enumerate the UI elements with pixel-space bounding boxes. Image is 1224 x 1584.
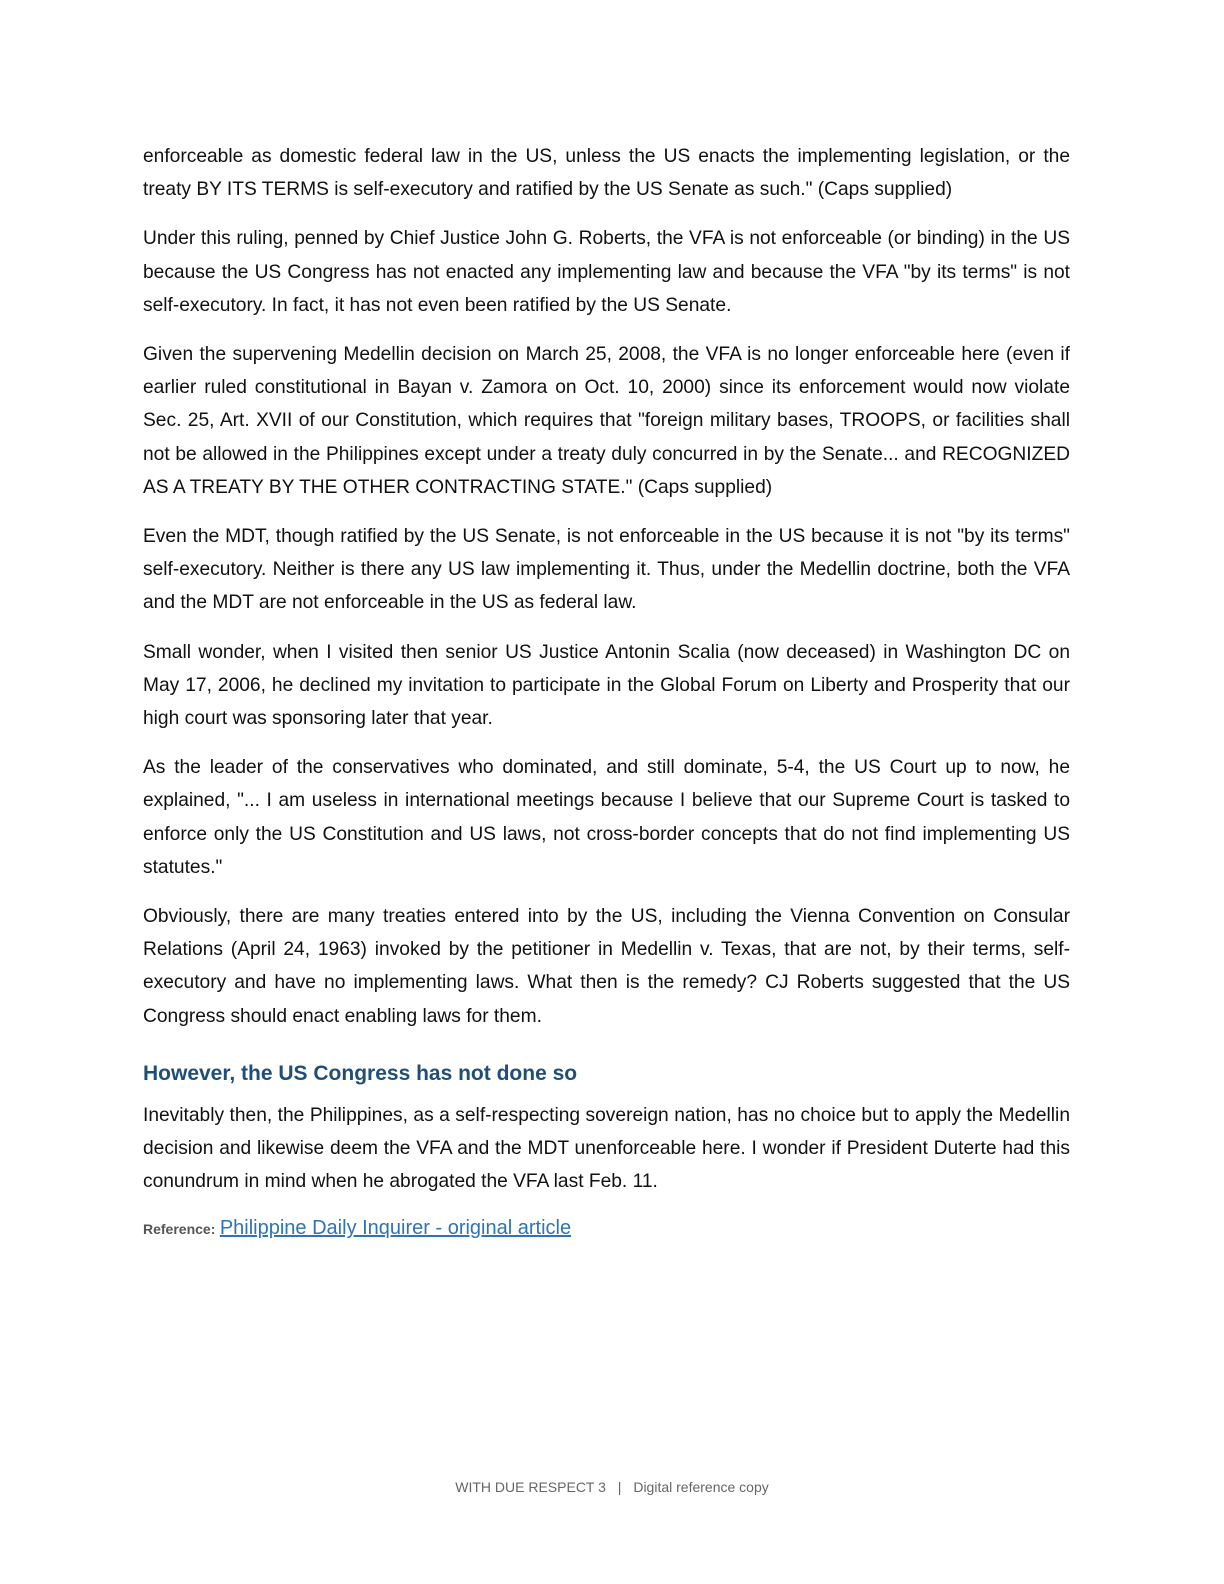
section-heading: However, the US Congress has not done so	[143, 1061, 578, 1085]
reference-link[interactable]: Philippine Daily Inquirer - original article	[219, 1217, 572, 1240]
document-page	[143, 140, 1070, 1244]
page-footer	[0, 1479, 1224, 1495]
body-paragraph-6: As the leader of the conservatives who dominated, and still dominate, 5-4, the US Court up to now, he explained, "... I am useless in international meetings because I believe that our Supreme Court is tasked to enforce only the US Constitution and US laws, not cross-border concepts that do not find implementing US statutes."	[143, 757, 1070, 878]
reference-line	[143, 1214, 1070, 1244]
footer-title: WITH DUE RESPECT 3	[455, 1479, 606, 1495]
body-paragraph-3: Given the supervening Medellin decision on March 25, 2008, the VFA is no longer enforceable here (even if earlier ruled constitutional in Bayan v. Zamora on Oct. 10, 2000) since its enforcement would now violate Sec. 25, Art. XVII of our Constitution, which requires that "foreign military bases, TROOPS, or facilities shall not be allowed in the Philippines except under a treaty duly concurred in by the Senate... and RECOGNIZED AS A TREATY BY THE OTHER CONTRACTING STATE." (Caps supplied)	[143, 344, 1070, 498]
reference-label: Reference:	[143, 1221, 216, 1238]
footer-separator: |	[617, 1479, 622, 1495]
footer-note: Digital reference copy	[633, 1479, 769, 1495]
body-paragraph-7: Obviously, there are many treaties entered into by the US, including the Vienna Convention on Consular Relations (April 24, 1963) invoked by the petitioner in Medellin v. Texas, that are not, by their terms, self-executory and have no implementing laws. What then is the remedy? CJ Roberts suggested that the US Congress should enact enabling laws for them.	[143, 906, 1070, 1027]
body-paragraph-5: Small wonder, when I visited then senior US Justice Antonin Scalia (now deceased) in Washington DC on May 17, 2006, he declined my invitation to participate in the Global Forum on Liberty and Prosperity that our high court was sponsoring later that year.	[143, 641, 1070, 730]
closing-paragraph: Inevitably then, the Philippines, as a self-respecting sovereign nation, has no choice but to apply the Medellin decision and likewise deem the VFA and the MDT unenforceable here. I wonder if President Duterte had this conundrum in mind when he abrogated the VFA last Feb. 11.	[143, 1104, 1070, 1193]
body-paragraph-4: Even the MDT, though ratified by the US Senate, is not enforceable in the US because it is not "by its terms" self-executory. Neither is there any US law implementing it. Thus, under the Medellin doctrine, both the VFA and the MDT are not enforceable in the US as federal law.	[143, 526, 1070, 614]
body-paragraph-1: enforceable as domestic federal law in the US, unless the US enacts the implementing legislation, or the treaty BY ITS TERMS is self-executory and ratified by the US Senate as such." (Caps supplied)	[143, 146, 1070, 201]
body-paragraph-2: Under this ruling, penned by Chief Justice John G. Roberts, the VFA is not enforceable (or binding) in the US because the US Congress has not enacted any implementing law and because the VFA "by its terms" is not self-executory. In fact, it has not even been ratified by the US Senate.	[143, 228, 1070, 316]
